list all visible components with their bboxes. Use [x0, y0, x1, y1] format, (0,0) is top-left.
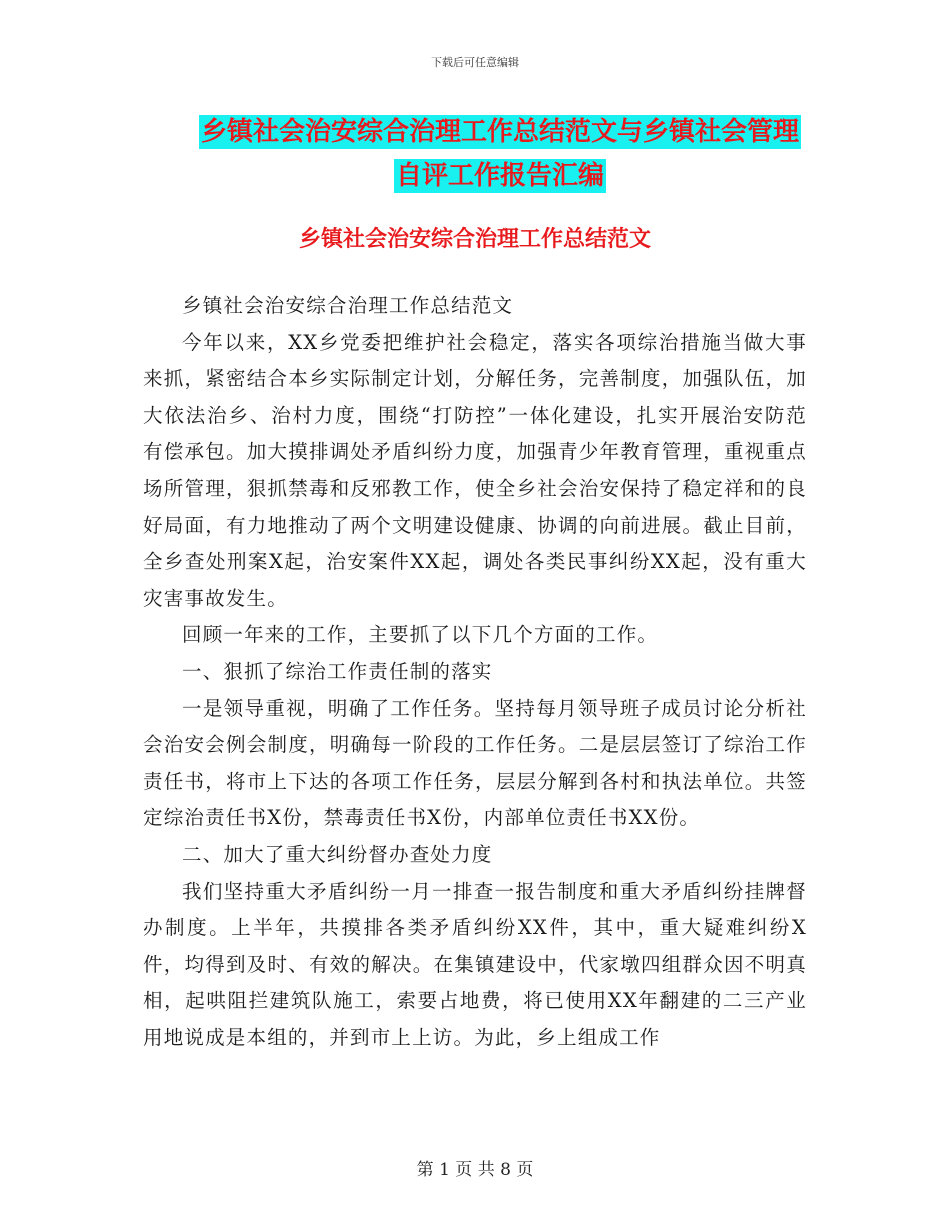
document-title-line-2: 自评工作报告汇编 [395, 161, 604, 191]
paragraph-heading: 二、加大了重大纠纷督办查处力度 [182, 842, 493, 866]
document-title-line-1: 乡镇社会治安综合治理工作总结范文与乡镇社会管理 [200, 117, 799, 147]
paragraph: 我们坚持重大矛盾纠纷一月一排查一报告制度和重大矛盾纠纷挂牌督办制度。上半年，共摸排各类矛盾纠纷XX件，其中，重大疑难纠纷X件，均得到及时、有效的解决。在集镇建设中，代家墩四组群众因不明真相，起哄阻拦建筑队施工，索要占地费，将已使用XX年翻建的二三产业用地说成是本组的，并到市上上访。为此，乡上组成工作 [143, 879, 807, 1049]
body-text [143, 288, 807, 1056]
page-footer: 第 1 页 共 8 页 [416, 1160, 534, 1180]
paragraph: 今年以来，XX乡党委把维护社会稳定，落实各项综治措施当做大事来抓，紧密结合本乡实际制定计划，分解任务，完善制度，加强队伍，加大依法治乡、治村力度，围绕“打防控”一体化建设，扎实开展治安防范有偿承包。加大摸排调处矛盾纠纷力度，加强青少年教育管理，重视重点场所管理，狠抓禁毒和反邪教工作，使全乡社会治安保持了稳定祥和的良好局面，有力地推动了两个文明建设健康、协调的向前进展。截止目前，全乡查处刑案X起，治安案件XX起，调处各类民事纠纷XX起，没有重大灾害事故发生。 [143, 330, 807, 610]
document-title [150, 110, 850, 198]
section-title: 乡镇社会治安综合治理工作总结范文 [298, 226, 651, 252]
paragraph: 乡镇社会治安综合治理工作总结范文 [182, 294, 514, 317]
paragraph: 一是领导重视，明确了工作任务。坚持每月领导班子成员讨论分析社会治安会例会制度，明确每一阶段的工作任务。二是层层签订了综治工作责任书，将市上下达的各项工作任务，层层分解到各村和执法单位。共签定综治责任书X份，禁毒责任书X份，内部单位责任书XX份。 [143, 696, 807, 830]
paragraph: 回顾一年来的工作，主要抓了以下几个方面的工作。 [182, 623, 659, 647]
paragraph-heading: 一、狠抓了综治工作责任制的落实 [182, 659, 493, 683]
header-note: 下载后可任意编辑 [431, 56, 519, 69]
